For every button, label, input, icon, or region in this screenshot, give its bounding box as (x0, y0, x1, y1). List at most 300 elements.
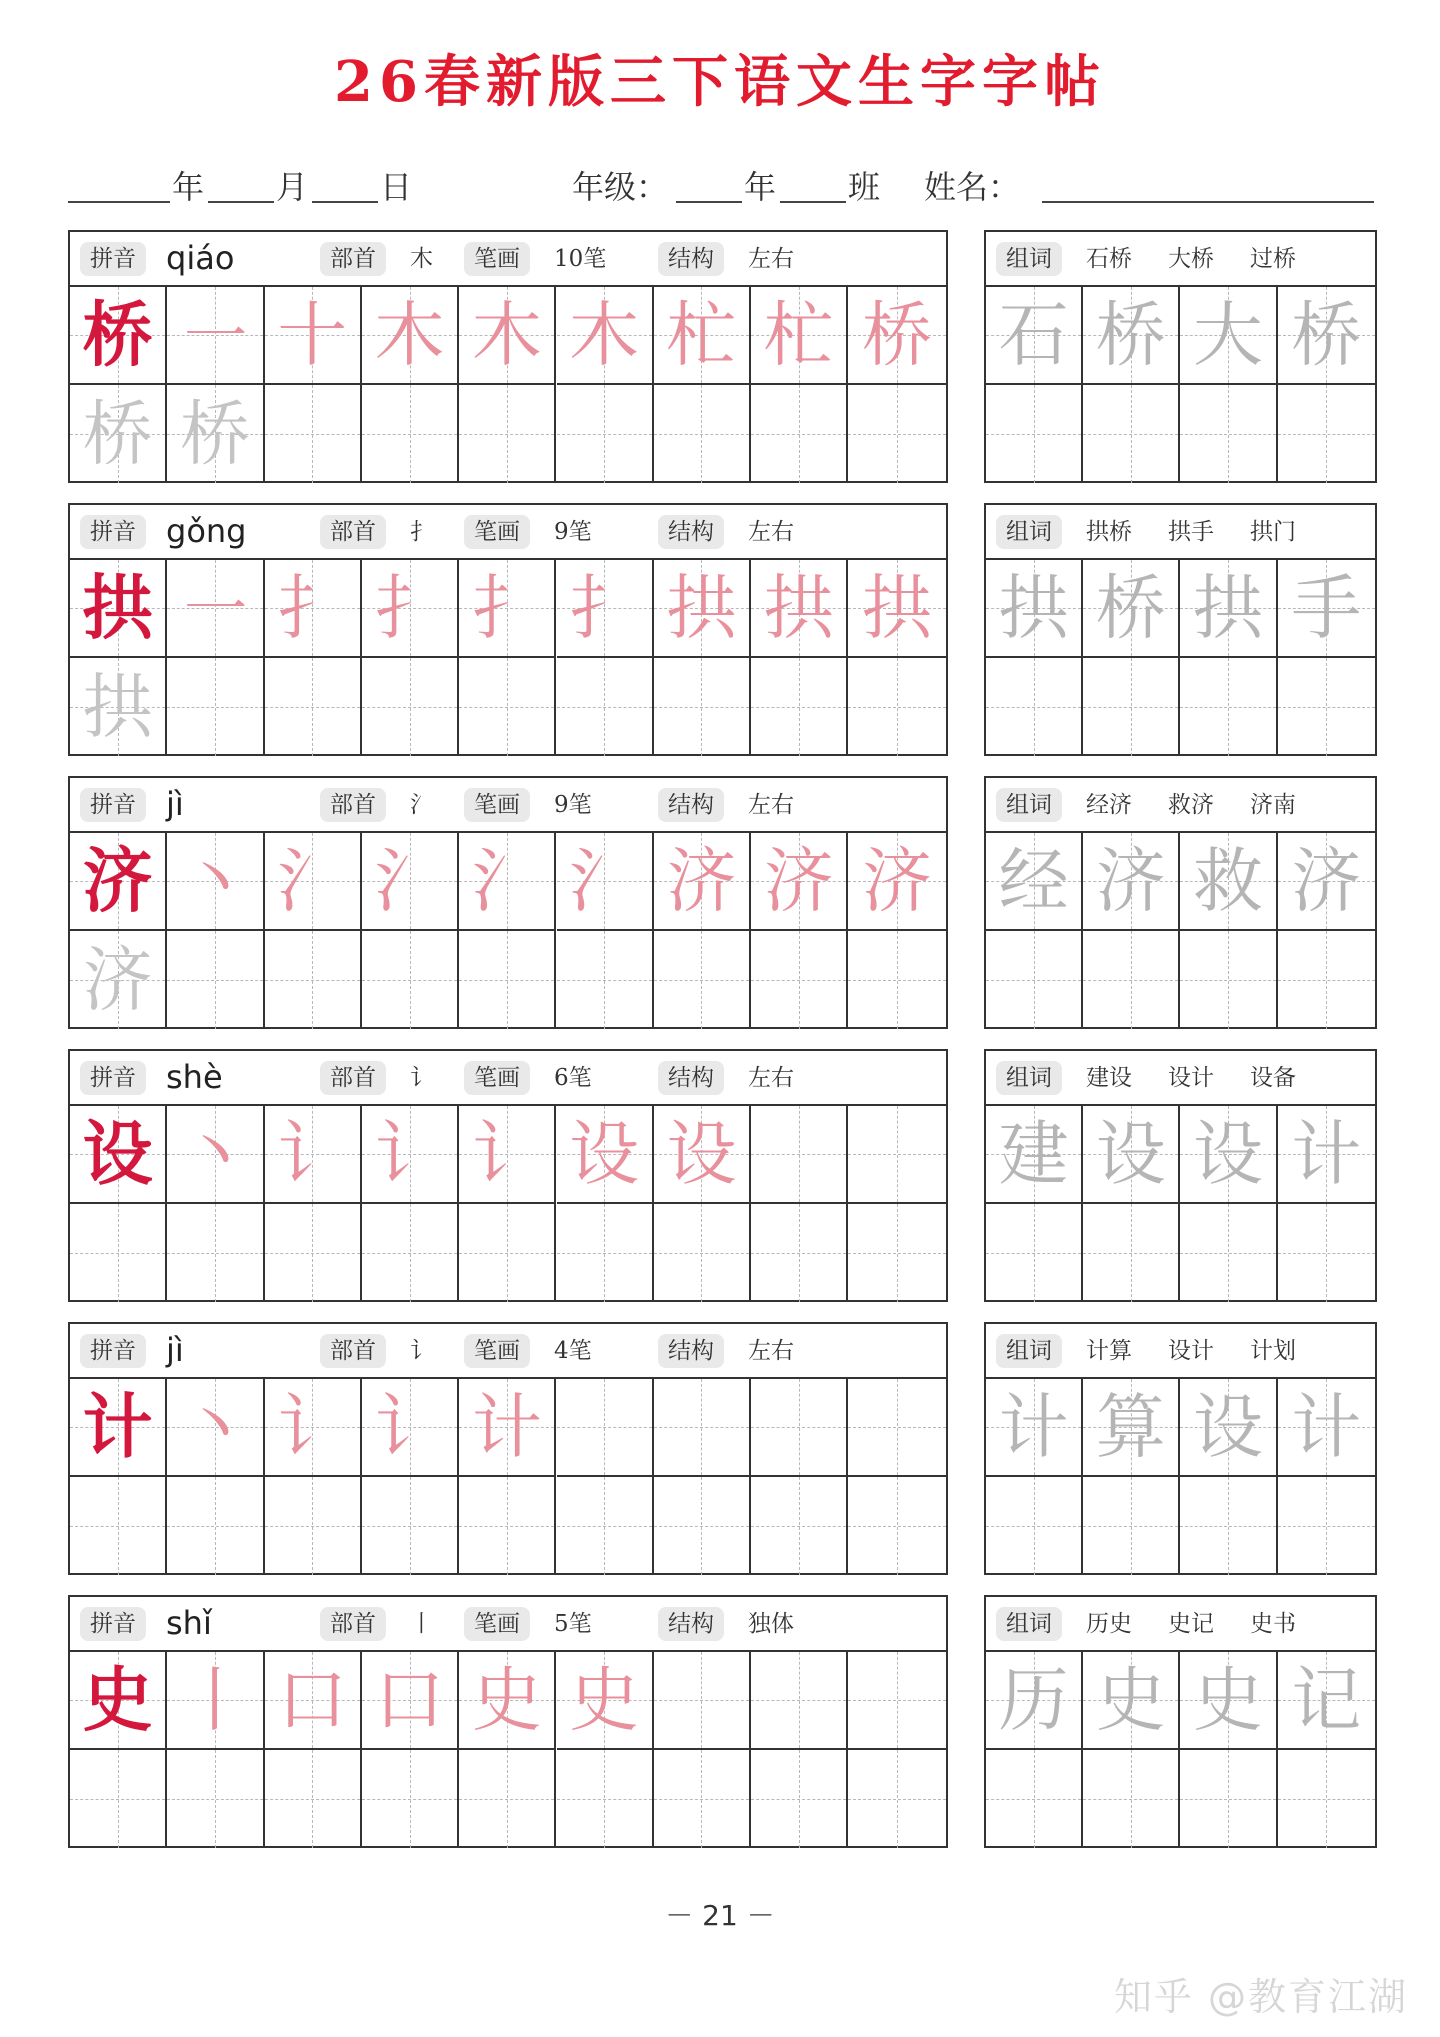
practice-cell[interactable] (848, 1379, 945, 1477)
word-character: 桥 (1291, 294, 1362, 376)
word-practice-cell[interactable] (1180, 287, 1277, 385)
stroke-step: 氵 (374, 840, 445, 922)
practice-cell[interactable] (70, 1204, 167, 1302)
stroke-step: 桥 (862, 294, 933, 376)
word-practice-cell[interactable] (1278, 658, 1375, 756)
word-practice-cell[interactable] (1083, 658, 1180, 756)
word-block (984, 1322, 1377, 1575)
word-text: 设备 (1250, 1065, 1296, 1091)
practice-cell[interactable] (265, 1204, 362, 1302)
practice-cell[interactable] (654, 560, 751, 658)
model-character-cell[interactable] (70, 560, 167, 658)
cell-guide-v (1131, 658, 1132, 756)
trace-character: 济 (82, 939, 153, 1021)
cell-guide-v (410, 931, 411, 1029)
word-practice-cell[interactable] (1083, 1477, 1180, 1575)
model-character: 设 (82, 1112, 153, 1195)
word-info-row (986, 1597, 1375, 1652)
practice-cell[interactable] (167, 931, 264, 1029)
practice-cell[interactable] (167, 385, 264, 483)
year-label: 年 (172, 168, 205, 206)
radical-value: 扌 (410, 519, 433, 545)
character-info-row (70, 778, 946, 833)
year-blank[interactable] (68, 200, 170, 203)
practice-cell[interactable] (265, 658, 362, 756)
word-text: 历史 (1086, 1611, 1132, 1637)
word-practice-cell[interactable] (1278, 1204, 1375, 1302)
word-practice-cell[interactable] (986, 1204, 1083, 1302)
watermark: 知乎 @教育江湖 (1113, 1975, 1408, 2019)
model-character: 桥 (82, 293, 153, 376)
word-practice-cell[interactable] (1083, 560, 1180, 658)
practice-cell[interactable] (265, 1477, 362, 1575)
practice-cell[interactable] (362, 833, 459, 931)
stroke-step: 丶 (179, 1113, 250, 1195)
practice-cell[interactable] (654, 1379, 751, 1477)
cell-guide-v (701, 931, 702, 1029)
practice-cell[interactable] (654, 1652, 751, 1750)
cell-guide-v (507, 658, 508, 756)
word-practice-cell[interactable] (986, 1477, 1083, 1575)
practice-cell[interactable] (70, 931, 167, 1029)
radical-value: 木 (410, 246, 433, 272)
practice-cell[interactable] (751, 1379, 848, 1477)
cell-guide-v (799, 1750, 800, 1848)
word-character: 史 (1192, 1659, 1263, 1741)
practice-cell[interactable] (557, 560, 654, 658)
cell-guide-v (507, 1750, 508, 1848)
word-practice-cell[interactable] (1180, 1204, 1277, 1302)
practice-cell[interactable] (848, 560, 945, 658)
word-practice-cell[interactable] (1278, 560, 1375, 658)
practice-cell[interactable] (459, 1106, 556, 1204)
practice-cell[interactable] (265, 560, 362, 658)
cell-guide-v (1326, 658, 1327, 756)
practice-cell[interactable] (751, 833, 848, 931)
word-character: 记 (1291, 1659, 1362, 1741)
practice-cell[interactable] (557, 1750, 654, 1848)
practice-cell[interactable] (459, 1652, 556, 1750)
word-practice-cell[interactable] (986, 1379, 1083, 1477)
word-text: 设计 (1168, 1065, 1214, 1091)
word-practice-cell[interactable] (986, 658, 1083, 756)
word-text: 拱桥 (1086, 519, 1132, 545)
stroke-step: 计 (471, 1386, 542, 1468)
word-practice-cell[interactable] (1180, 1477, 1277, 1575)
practice-cell[interactable] (459, 1750, 556, 1848)
page-number: － 21 － (665, 1899, 775, 1932)
stroke-step: 设 (666, 1113, 737, 1195)
practice-cell[interactable] (70, 385, 167, 483)
word-practice-cell[interactable] (1180, 833, 1277, 931)
word-character: 石 (998, 294, 1069, 376)
practice-cell[interactable] (848, 658, 945, 756)
model-character-cell[interactable] (70, 833, 167, 931)
cell-guide-v (701, 658, 702, 756)
words-tag: 组词 (996, 788, 1062, 822)
cell-guide-v (410, 385, 411, 483)
word-practice-cell[interactable] (1180, 1750, 1277, 1848)
word-text: 过桥 (1250, 246, 1296, 272)
word-practice-cell[interactable] (1180, 385, 1277, 483)
practice-cell[interactable] (654, 287, 751, 385)
word-text: 经济 (1086, 792, 1132, 818)
practice-cell[interactable] (557, 833, 654, 931)
word-character: 经 (998, 840, 1069, 922)
practice-cell[interactable] (265, 385, 362, 483)
practice-cell[interactable] (848, 1652, 945, 1750)
radical-value: 氵 (410, 792, 433, 818)
character-block (68, 1322, 948, 1575)
character-info-row (70, 1324, 946, 1379)
cell-guide-v (701, 385, 702, 483)
practice-cell[interactable] (362, 658, 459, 756)
cell-guide-v (1326, 931, 1327, 1029)
word-character: 设 (1192, 1386, 1263, 1468)
stroke-step: 氵 (471, 840, 542, 922)
cell-guide-v (799, 1652, 800, 1748)
word-text: 拱手 (1168, 519, 1214, 545)
practice-cell[interactable] (557, 931, 654, 1029)
practice-cell[interactable] (70, 1750, 167, 1848)
practice-cell[interactable] (362, 1477, 459, 1575)
stroke-step: 史 (569, 1659, 640, 1741)
strokes-tag: 笔画 (464, 1607, 530, 1641)
practice-cell[interactable] (167, 1477, 264, 1575)
radical-tag: 部首 (320, 1334, 386, 1368)
stroke-step: 济 (763, 840, 834, 922)
word-text: 史书 (1250, 1611, 1296, 1637)
practice-cell[interactable] (751, 385, 848, 483)
word-practice-cell[interactable] (1278, 1379, 1375, 1477)
practice-grid (70, 1379, 946, 1573)
practice-cell[interactable] (848, 1477, 945, 1575)
pinyin-tag: 拼音 (80, 515, 146, 549)
word-practice-cell[interactable] (1180, 560, 1277, 658)
practice-grid (70, 287, 946, 481)
word-practice-cell[interactable] (1278, 931, 1375, 1029)
practice-cell[interactable] (557, 1106, 654, 1204)
stroke-step: 讠 (277, 1386, 348, 1468)
stroke-step: 拱 (666, 567, 737, 649)
practice-cell[interactable] (362, 1204, 459, 1302)
stroke-step: 杧 (763, 294, 834, 376)
word-practice-cell[interactable] (986, 931, 1083, 1029)
cell-guide-v (507, 385, 508, 483)
word-practice-cell[interactable] (1278, 1652, 1375, 1750)
cell-guide-v (1228, 1477, 1229, 1575)
cell-guide-v (215, 931, 216, 1029)
word-practice-cell[interactable] (1083, 1106, 1180, 1204)
practice-cell[interactable] (459, 1204, 556, 1302)
cell-guide-v (604, 931, 605, 1029)
practice-cell[interactable] (654, 1204, 751, 1302)
stroke-step: 木 (569, 294, 640, 376)
word-practice-cell[interactable] (1083, 287, 1180, 385)
cell-guide-v (604, 1750, 605, 1848)
practice-cell[interactable] (751, 931, 848, 1029)
practice-cell[interactable] (70, 1477, 167, 1575)
word-character: 设 (1095, 1113, 1166, 1195)
word-practice-cell[interactable] (1278, 1106, 1375, 1204)
practice-cell[interactable] (167, 560, 264, 658)
practice-cell[interactable] (362, 560, 459, 658)
practice-cell[interactable] (459, 931, 556, 1029)
practice-cell[interactable] (362, 931, 459, 1029)
practice-cell[interactable] (557, 1652, 654, 1750)
cell-guide-v (410, 1477, 411, 1575)
practice-cell[interactable] (557, 658, 654, 756)
practice-cell[interactable] (751, 658, 848, 756)
stroke-step: 十 (277, 294, 348, 376)
cell-guide-v (1326, 385, 1327, 483)
word-practice-cell[interactable] (1278, 833, 1375, 931)
radical-tag: 部首 (320, 1061, 386, 1095)
word-practice-cell[interactable] (986, 1750, 1083, 1848)
grade-year-blank[interactable] (676, 200, 742, 203)
stroke-step: 讠 (277, 1113, 348, 1195)
practice-cell[interactable] (848, 1204, 945, 1302)
pinyin-value: jì (166, 785, 184, 823)
word-practice-cell[interactable] (986, 1652, 1083, 1750)
practice-cell[interactable] (654, 833, 751, 931)
practice-cell[interactable] (167, 1106, 264, 1204)
practice-cell[interactable] (167, 287, 264, 385)
practice-cell[interactable] (167, 1652, 264, 1750)
day-blank[interactable] (312, 200, 378, 203)
cell-guide-v (1034, 1750, 1035, 1848)
practice-cell[interactable] (848, 287, 945, 385)
word-info-row (986, 778, 1375, 833)
cell-guide-v (1034, 931, 1035, 1029)
cell-guide-v (215, 658, 216, 756)
stroke-step: 济 (666, 840, 737, 922)
practice-cell[interactable] (265, 1106, 362, 1204)
cell-guide-v (1228, 1204, 1229, 1302)
word-text: 计划 (1250, 1338, 1296, 1364)
practice-cell[interactable] (751, 287, 848, 385)
word-practice-cell[interactable] (1083, 931, 1180, 1029)
word-practice-cell[interactable] (1278, 1750, 1375, 1848)
practice-cell[interactable] (848, 1750, 945, 1848)
word-practice-cell[interactable] (1278, 287, 1375, 385)
practice-grid (70, 833, 946, 1027)
pinyin-tag: 拼音 (80, 242, 146, 276)
practice-cell[interactable] (751, 1204, 848, 1302)
trace-character: 拱 (82, 666, 153, 748)
practice-cell[interactable] (362, 385, 459, 483)
practice-cell[interactable] (751, 1652, 848, 1750)
word-practice-cell[interactable] (986, 287, 1083, 385)
word-text: 拱门 (1250, 519, 1296, 545)
practice-cell[interactable] (751, 560, 848, 658)
practice-cell[interactable] (557, 1204, 654, 1302)
cell-guide-v (1326, 1750, 1327, 1848)
practice-cell[interactable] (362, 1379, 459, 1477)
word-grid (986, 1652, 1375, 1846)
word-character: 算 (1095, 1386, 1166, 1468)
words-tag: 组词 (996, 515, 1062, 549)
structure-tag: 结构 (658, 1061, 724, 1095)
radical-tag: 部首 (320, 788, 386, 822)
word-grid (986, 287, 1375, 481)
stroke-step: ㇐ (179, 294, 250, 376)
practice-cell[interactable] (362, 1750, 459, 1848)
practice-cell[interactable] (848, 385, 945, 483)
word-text: 史记 (1168, 1611, 1214, 1637)
practice-cell[interactable] (167, 1204, 264, 1302)
practice-cell[interactable] (654, 1477, 751, 1575)
trace-character: 桥 (82, 393, 153, 475)
cell-guide-v (215, 1204, 216, 1302)
word-text: 救济 (1168, 792, 1214, 818)
word-practice-cell[interactable] (1180, 1379, 1277, 1477)
word-grid (986, 1106, 1375, 1300)
stroke-step: 氵 (569, 840, 640, 922)
word-character: 计 (1291, 1386, 1362, 1468)
pinyin-tag: 拼音 (80, 1334, 146, 1368)
practice-cell[interactable] (362, 287, 459, 385)
word-practice-cell[interactable] (1278, 385, 1375, 483)
practice-cell[interactable] (167, 1750, 264, 1848)
word-practice-cell[interactable] (1278, 1477, 1375, 1575)
word-practice-cell[interactable] (1180, 931, 1277, 1029)
word-practice-cell[interactable] (1180, 1106, 1277, 1204)
pinyin-tag: 拼音 (80, 1061, 146, 1095)
word-practice-cell[interactable] (1083, 1652, 1180, 1750)
cell-guide-v (604, 1379, 605, 1475)
practice-cell[interactable] (751, 1750, 848, 1848)
practice-cell[interactable] (848, 1106, 945, 1204)
stroke-count-value: 10笔 (554, 246, 607, 272)
pinyin-value: jì (166, 1331, 184, 1369)
practice-cell[interactable] (167, 1379, 264, 1477)
practice-cell[interactable] (362, 1652, 459, 1750)
practice-cell[interactable] (459, 287, 556, 385)
cell-guide-v (410, 1204, 411, 1302)
practice-cell[interactable] (167, 658, 264, 756)
word-practice-cell[interactable] (1083, 833, 1180, 931)
cell-guide-v (897, 385, 898, 483)
practice-cell[interactable] (70, 658, 167, 756)
practice-cell[interactable] (557, 385, 654, 483)
word-practice-cell[interactable] (986, 560, 1083, 658)
practice-cell[interactable] (265, 1652, 362, 1750)
cell-guide-v (312, 658, 313, 756)
practice-cell[interactable] (265, 1750, 362, 1848)
name-blank[interactable] (1042, 200, 1374, 203)
practice-cell[interactable] (654, 658, 751, 756)
stroke-step: 设 (569, 1113, 640, 1195)
word-block (984, 230, 1377, 483)
model-character-cell[interactable] (70, 1379, 167, 1477)
grade-class-blank[interactable] (780, 200, 846, 203)
practice-cell[interactable] (459, 1379, 556, 1477)
practice-cell[interactable] (459, 658, 556, 756)
practice-cell[interactable] (654, 1106, 751, 1204)
word-character: 桥 (1095, 567, 1166, 649)
cell-guide-v (897, 1750, 898, 1848)
practice-cell[interactable] (751, 1106, 848, 1204)
practice-cell[interactable] (751, 1477, 848, 1575)
practice-cell[interactable] (654, 1750, 751, 1848)
word-practice-cell[interactable] (1180, 1652, 1277, 1750)
practice-cell[interactable] (654, 931, 751, 1029)
practice-cell[interactable] (848, 833, 945, 931)
radical-value: 讠 (410, 1065, 433, 1091)
practice-cell[interactable] (459, 385, 556, 483)
word-practice-cell[interactable] (1180, 658, 1277, 756)
cell-guide-v (312, 385, 313, 483)
cell-guide-v (1131, 931, 1132, 1029)
practice-cell[interactable] (557, 1477, 654, 1575)
cell-guide-v (799, 931, 800, 1029)
word-block (984, 1595, 1377, 1848)
month-blank[interactable] (208, 200, 274, 203)
cell-guide-v (1034, 658, 1035, 756)
model-character-cell[interactable] (70, 287, 167, 385)
word-practice-cell[interactable] (986, 833, 1083, 931)
stroke-step: 拱 (763, 567, 834, 649)
practice-cell[interactable] (265, 931, 362, 1029)
cell-guide-v (799, 658, 800, 756)
structure-value: 左右 (748, 792, 794, 818)
practice-cell[interactable] (167, 833, 264, 931)
structure-tag: 结构 (658, 515, 724, 549)
stroke-step: 木 (471, 294, 542, 376)
cell-guide-v (312, 1204, 313, 1302)
practice-cell[interactable] (265, 833, 362, 931)
practice-cell[interactable] (459, 833, 556, 931)
cell-guide-v (215, 1750, 216, 1848)
model-character-cell[interactable] (70, 1652, 167, 1750)
practice-cell[interactable] (362, 1106, 459, 1204)
stroke-count-value: 9笔 (554, 519, 592, 545)
practice-cell[interactable] (265, 287, 362, 385)
word-practice-cell[interactable] (1083, 1204, 1180, 1302)
practice-cell[interactable] (848, 931, 945, 1029)
practice-cell[interactable] (459, 560, 556, 658)
word-character: 史 (1095, 1659, 1166, 1741)
word-character: 济 (1095, 840, 1166, 922)
structure-tag: 结构 (658, 1334, 724, 1368)
word-practice-cell[interactable] (1083, 1750, 1180, 1848)
word-practice-cell[interactable] (1083, 385, 1180, 483)
model-character-cell[interactable] (70, 1106, 167, 1204)
stroke-step: 口 (374, 1659, 445, 1741)
cell-guide-v (312, 1477, 313, 1575)
practice-cell[interactable] (557, 287, 654, 385)
practice-cell[interactable] (265, 1379, 362, 1477)
cell-guide-v (701, 1477, 702, 1575)
cell-guide-v (1034, 1204, 1035, 1302)
word-block (984, 503, 1377, 756)
practice-cell[interactable] (654, 385, 751, 483)
stroke-step: 扌 (569, 567, 640, 649)
practice-cell[interactable] (557, 1379, 654, 1477)
cell-guide-v (507, 931, 508, 1029)
word-info-row (986, 505, 1375, 560)
word-practice-cell[interactable] (1083, 1379, 1180, 1477)
character-info-row (70, 1597, 946, 1652)
stroke-step: 扌 (277, 567, 348, 649)
stroke-step: ㇐ (179, 567, 250, 649)
name-label: 姓名： (924, 168, 1021, 206)
practice-cell[interactable] (459, 1477, 556, 1575)
word-practice-cell[interactable] (986, 385, 1083, 483)
word-practice-cell[interactable] (986, 1106, 1083, 1204)
word-character: 拱 (998, 567, 1069, 649)
